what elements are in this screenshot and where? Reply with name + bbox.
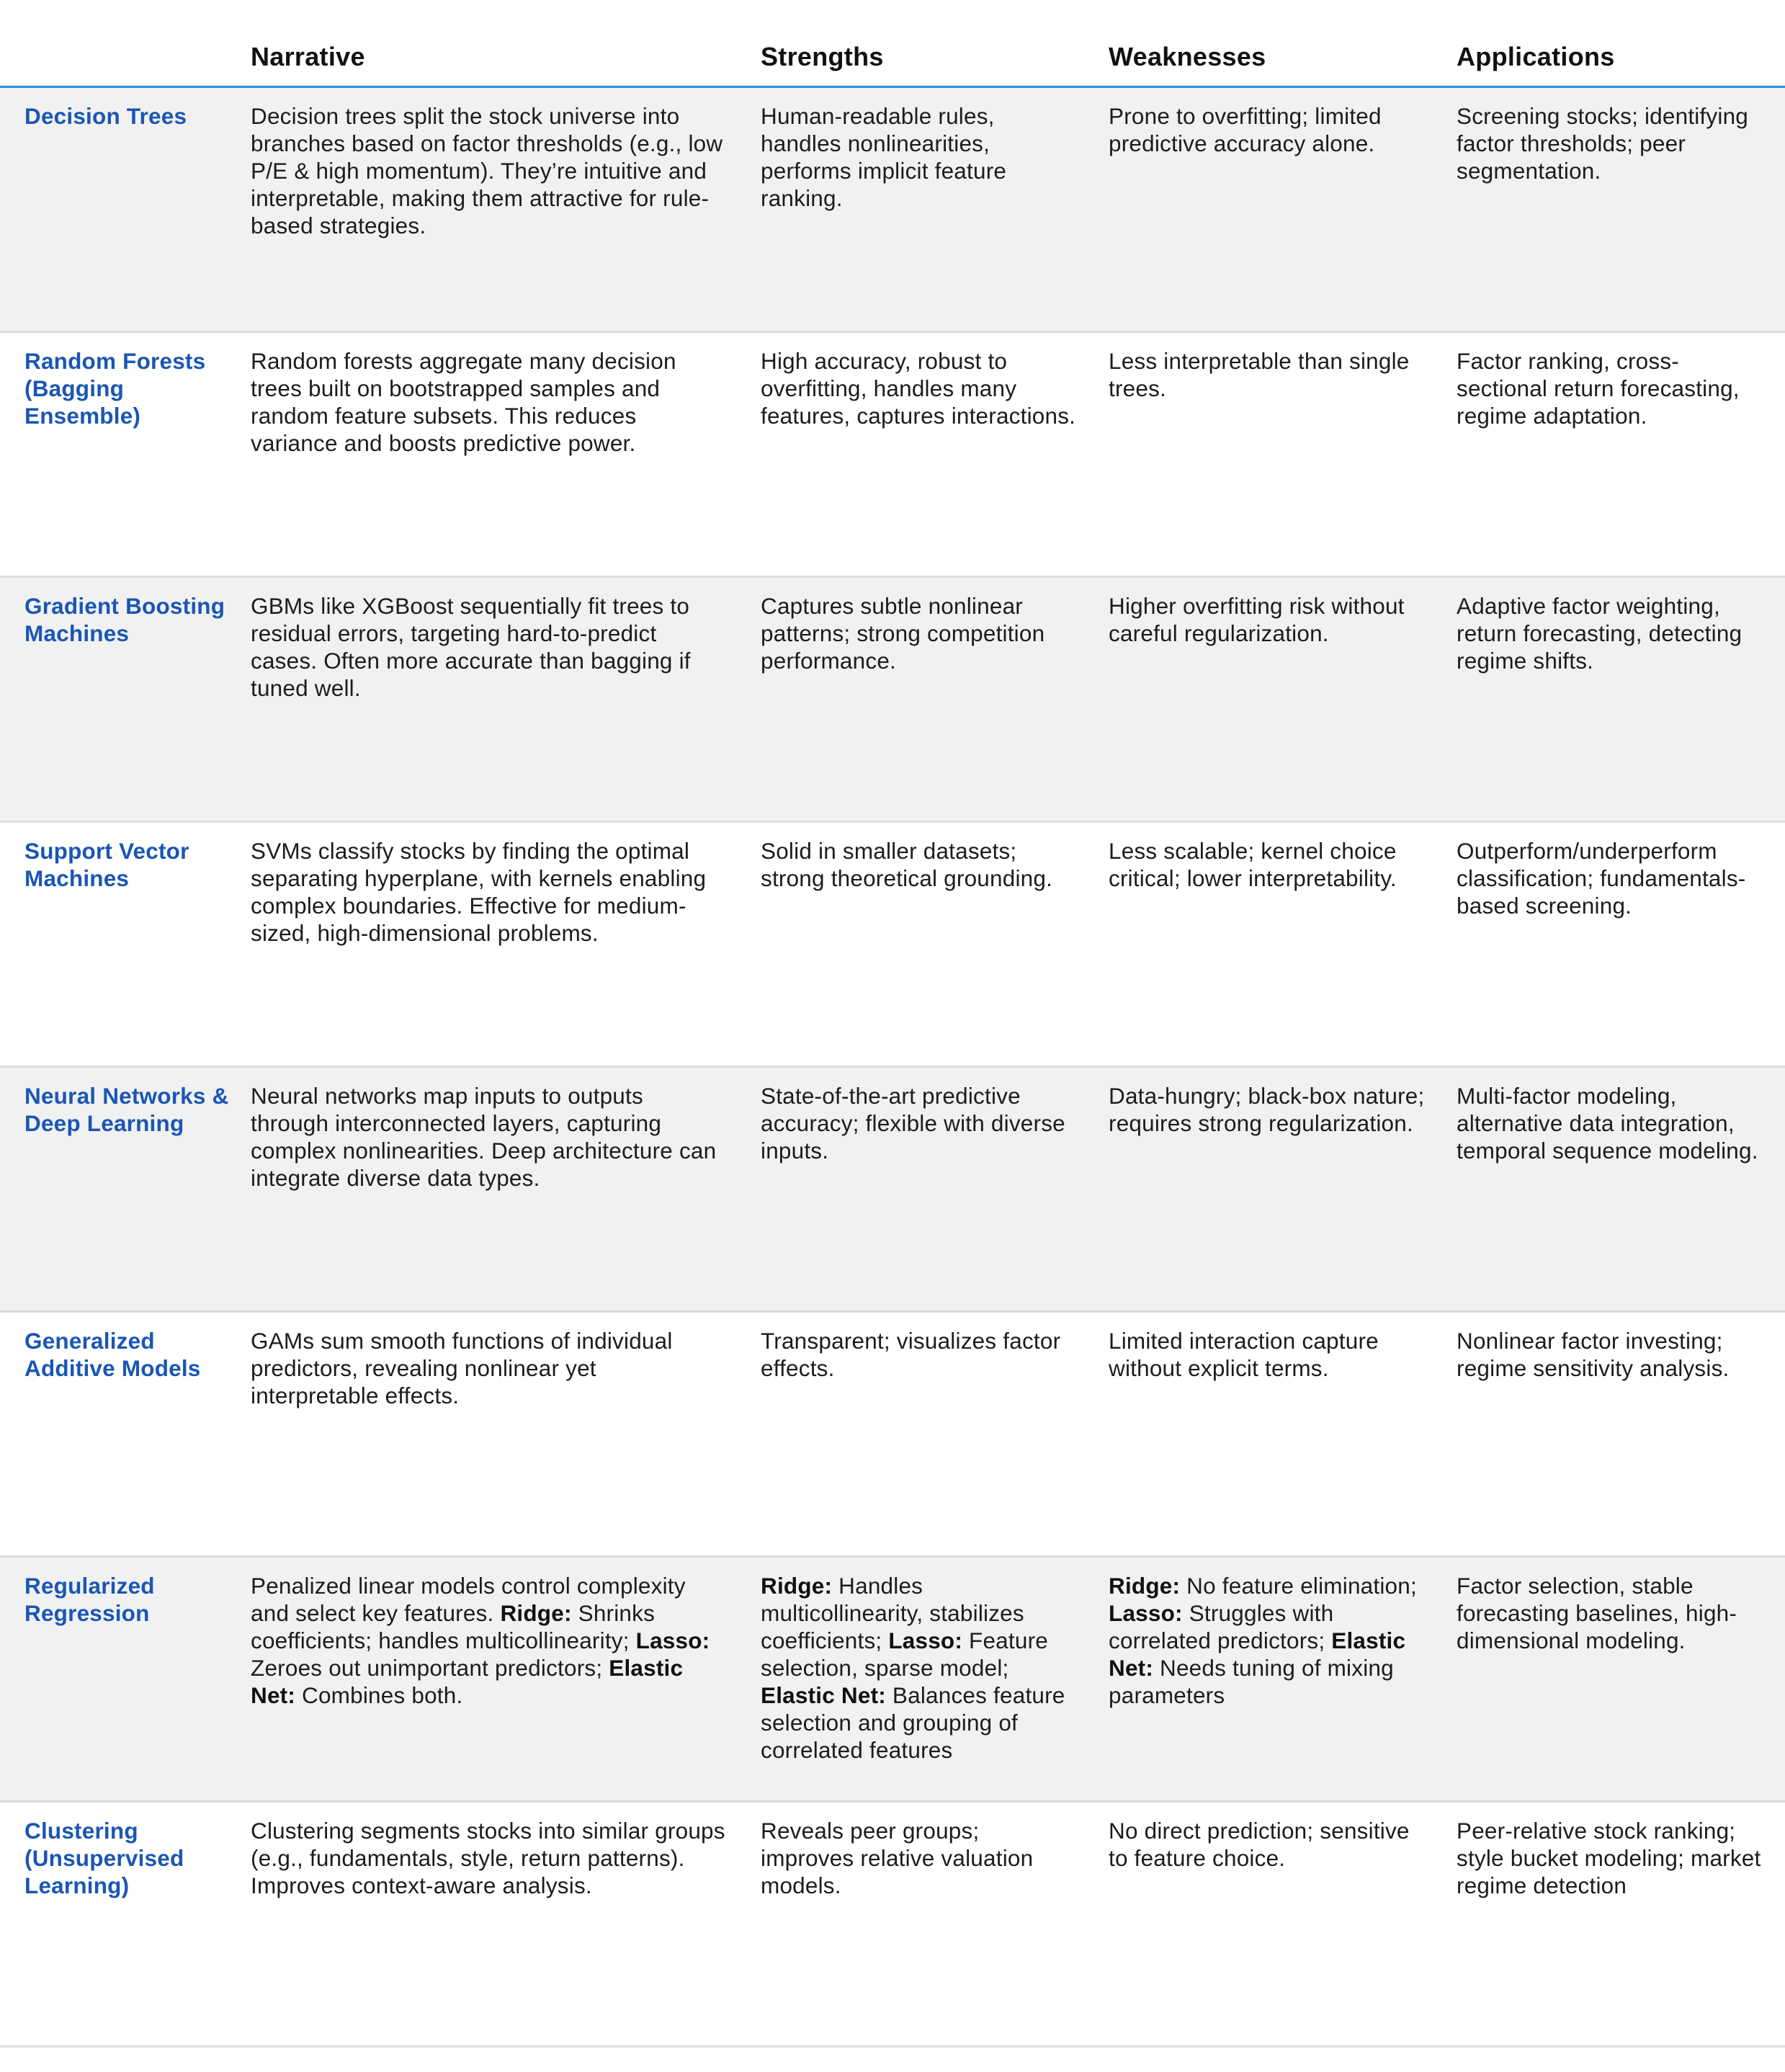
ridge-label: Ridge:: [500, 1600, 572, 1626]
header-narrative: Narrative: [251, 42, 365, 71]
applications-cell: Outperform/underperform classification; fundamentals-based screening.: [1457, 838, 1746, 919]
weaknesses-cell: Data-hungry; black-box nature; requires strong regularization.: [1109, 1083, 1425, 1136]
model-name: Gradient Boosting Machines: [24, 593, 225, 646]
narrative-cell: GBMs like XGBoost sequentially fit trees to residual errors, targeting hard-to-predict cases. Often more accurate than bagging if tuned well.: [251, 593, 691, 701]
elastic-net-label: Elastic Net:: [1109, 1627, 1406, 1681]
weaknesses-cell: No direct prediction; sensitive to feature choice.: [1109, 1818, 1410, 1871]
elastic-net-label: Elastic Net:: [251, 1655, 684, 1708]
applications-cell: Factor selection, stable forecasting baselines, high-dimensional modeling.: [1457, 1573, 1737, 1653]
applications-cell: Nonlinear factor investing; regime sensitivity analysis.: [1457, 1328, 1730, 1381]
weaknesses-cell: Prone to overfitting; limited predictive accuracy alone.: [1109, 103, 1382, 156]
lasso-label: Lasso:: [1109, 1600, 1183, 1626]
elastic-net-text: Needs tuning of mixing parameters: [1109, 1655, 1394, 1708]
model-name: Support Vector Machines: [24, 838, 189, 891]
narrative-cell: GAMs sum smooth functions of individual predictors, revealing nonlinear yet interpretable effects.: [251, 1328, 673, 1408]
narrative-cell: Random forests aggregate many decision trees built on bootstrapped samples and random feature subsets. This reduces variance and boosts predictive power.: [251, 348, 676, 456]
weaknesses-cell: [1109, 1572, 1426, 1709]
ridge-text: Shrinks coefficients; handles multicollinearity;: [251, 1600, 656, 1653]
table-row: [0, 1313, 1785, 1558]
model-name: Generalized Additive Models: [24, 1328, 201, 1381]
applications-cell: Screening stocks; identifying factor thresholds; peer segmentation.: [1457, 103, 1749, 184]
strengths-cell: State-of-the-art predictive accuracy; flexible with diverse inputs.: [761, 1083, 1065, 1164]
model-name: Regularized Regression: [24, 1573, 155, 1626]
lasso-text: Struggles with correlated predictors;: [1109, 1600, 1334, 1653]
lasso-text: Feature selection, sparse model;: [761, 1627, 1048, 1681]
weaknesses-cell: Higher overfitting risk without careful regularization.: [1109, 593, 1405, 646]
strengths-cell: [761, 1572, 1078, 1764]
table-row: [0, 88, 1785, 333]
narrative-cell: [251, 1572, 726, 1709]
narrative-cell: Decision trees split the stock universe into branches based on factor thresholds (e.g., low P/E & high momentum). They’re intuitive and interpretable, making them attractive for rule-based strategies.: [251, 103, 723, 238]
table-row: [0, 333, 1785, 578]
strengths-cell: Human-readable rules, handles nonlinearities, performs implicit feature ranking.: [761, 103, 1007, 211]
lasso-text: Zeroes out unimportant predictors;: [251, 1655, 603, 1681]
elastic-net-text: Combines both.: [302, 1682, 463, 1708]
table-row: [0, 823, 1785, 1068]
header-applications: Applications: [1457, 42, 1615, 71]
model-name: Clustering (Unsupervised Learning): [24, 1818, 184, 1898]
narrative-intro: Penalized linear models control complexity and select key features.: [251, 1573, 686, 1626]
ridge-label: Ridge:: [1109, 1573, 1181, 1599]
applications-cell: Factor ranking, cross-sectional return forecasting, regime adaptation.: [1457, 348, 1740, 429]
weaknesses-cell: Limited interaction capture without explicit terms.: [1109, 1328, 1379, 1381]
lasso-label: Lasso:: [888, 1627, 963, 1653]
elastic-net-text: Balances feature selection and grouping of correlated features: [761, 1682, 1065, 1763]
table-row: [0, 1068, 1785, 1313]
header-weaknesses: Weaknesses: [1109, 42, 1266, 71]
row-separator: [0, 2045, 1785, 2048]
applications-cell: Multi-factor modeling, alternative data integration, temporal sequence modeling.: [1457, 1083, 1758, 1164]
narrative-cell: Clustering segments stocks into similar groups (e.g., fundamentals, style, return patterns). Improves context-aware analysis.: [251, 1818, 725, 1898]
strengths-cell: Reveals peer groups; improves relative valuation models.: [761, 1818, 1034, 1898]
ridge-label: Ridge:: [761, 1573, 833, 1599]
weaknesses-cell: Less scalable; kernel choice critical; lower interpretability.: [1109, 838, 1397, 891]
ridge-text: Handles multicollinearity, stabilizes coefficients;: [761, 1573, 1024, 1653]
ridge-text: No feature elimination;: [1186, 1573, 1417, 1599]
model-name: Random Forests (Bagging Ensemble): [24, 348, 206, 429]
applications-cell: Adaptive factor weighting, return forecasting, detecting regime shifts.: [1457, 593, 1742, 674]
applications-cell: Peer-relative stock ranking; style bucket modeling; market regime detection: [1457, 1818, 1761, 1898]
model-name: Neural Networks & Deep Learning: [24, 1083, 229, 1136]
strengths-cell: High accuracy, robust to overfitting, handles many features, captures interactions.: [761, 348, 1076, 429]
narrative-cell: Neural networks map inputs to outputs through interconnected layers, capturing complex nonlinearities. Deep architecture can integrate diverse data types.: [251, 1083, 717, 1191]
elastic-net-label: Elastic Net:: [761, 1682, 886, 1708]
weaknesses-cell: Less interpretable than single trees.: [1109, 348, 1410, 401]
strengths-cell: Solid in smaller datasets; strong theoretical grounding.: [761, 838, 1053, 891]
model-name: Decision Trees: [24, 103, 187, 129]
table-row: [0, 578, 1785, 823]
table-row: [0, 1558, 1785, 1803]
strengths-cell: Transparent; visualizes factor effects.: [761, 1328, 1061, 1381]
strengths-cell: Captures subtle nonlinear patterns; strong competition performance.: [761, 593, 1045, 674]
narrative-cell: SVMs classify stocks by finding the optimal separating hyperplane, with kernels enabling complex boundaries. Effective for medium-sized, high-dimensional problems.: [251, 838, 707, 946]
lasso-label: Lasso:: [635, 1627, 710, 1653]
table-row: [0, 1803, 1785, 2048]
header-strengths: Strengths: [761, 42, 884, 71]
